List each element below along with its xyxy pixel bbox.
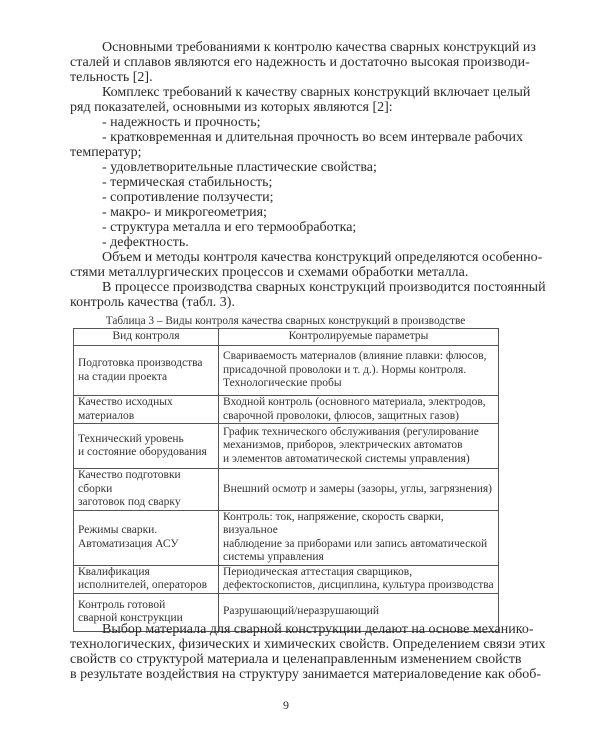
text-line: - сопротивление ползучести; bbox=[102, 190, 274, 205]
cell-line: Качество подготовки сборки bbox=[78, 469, 181, 495]
cell-line: механизмов, приборов, электрических автоматов bbox=[223, 439, 463, 452]
paragraph bbox=[70, 130, 524, 160]
paragraph bbox=[70, 235, 502, 250]
paragraph bbox=[70, 250, 543, 280]
cell-line: сварочной проволоки, флюсов, защитных газов) bbox=[223, 409, 460, 422]
paragraph bbox=[70, 220, 502, 235]
parameters-cell bbox=[219, 424, 499, 469]
text-line: Основными требованиями к контролю качества сварных конструкций из bbox=[102, 40, 536, 55]
text-line: сталей и сплавов являются его надежность и достаточно высокая производи- bbox=[70, 55, 530, 70]
cell-line: Контроль готовой bbox=[78, 598, 166, 611]
parameters-cell bbox=[219, 565, 499, 593]
control-type-cell bbox=[74, 565, 219, 593]
parameters-cell bbox=[219, 469, 499, 511]
text-line: - удовлетворительные пластические свойства; bbox=[102, 160, 377, 175]
cell-line: Подготовка производства bbox=[78, 357, 203, 369]
text-line: - термическая стабильность; bbox=[102, 175, 273, 190]
text-line: контроль качества (табл. 3). bbox=[70, 295, 235, 310]
cell-line: и состояние оборудования bbox=[78, 446, 207, 458]
text-line: Объем и методы контроля качества конструкций определяются особенно- bbox=[102, 250, 543, 265]
cell-line: Автоматизация АСУ bbox=[78, 537, 179, 550]
parameters-cell bbox=[219, 396, 499, 424]
control-type-cell bbox=[74, 510, 219, 565]
paragraph bbox=[70, 190, 502, 205]
table-caption: Таблица 3 – Виды контроля качества сварных конструкций в производстве bbox=[105, 315, 466, 327]
page-number: 9 bbox=[283, 698, 289, 712]
text-line: стями металлургических процессов и схемами обработки металла. bbox=[70, 265, 469, 280]
control-type-cell bbox=[74, 424, 219, 469]
cell-line: График технического обслуживания (регулирование bbox=[223, 425, 479, 438]
table-row bbox=[74, 469, 499, 511]
table-row bbox=[74, 510, 499, 565]
text-line: Выбор материала для сварной конструкции делают на основе механико- bbox=[102, 622, 534, 637]
text-line: - надежность и прочность; bbox=[102, 115, 261, 130]
text-line: - кратковременная и длительная прочность во всем интервале рабочих bbox=[102, 130, 524, 145]
cell-line: Квалификация bbox=[78, 565, 150, 578]
quality-control-table bbox=[73, 328, 499, 632]
text-line: Комплекс требований к качеству сварных конструкций включает целый bbox=[102, 85, 531, 100]
control-type-cell bbox=[74, 469, 219, 511]
text-line: свойств со структурой материала и целенаправленным изменением свойств bbox=[70, 652, 522, 667]
header-parameters: Контролируемые параметры bbox=[219, 329, 499, 346]
cell-line: на стадии проекта bbox=[78, 370, 168, 383]
text-line: - макро- и микрогеометрия; bbox=[102, 205, 267, 220]
paragraph bbox=[70, 85, 531, 115]
body-text-top bbox=[70, 40, 546, 310]
cell-line: материалов bbox=[78, 409, 135, 422]
header-control-type: Вид контроля bbox=[74, 329, 219, 346]
cell-line: дефектоскопистов, дисциплина, культура производства bbox=[223, 579, 494, 591]
text-line: температур; bbox=[70, 145, 142, 160]
cell-line: Внешний осмотр и замеры (зазоры, углы, загрязнения) bbox=[223, 482, 492, 495]
text-line: В процессе производства сварных конструкций производится постоянный bbox=[102, 280, 546, 295]
parameters-cell bbox=[219, 510, 499, 565]
cell-line: и элементов автоматической системы управления) bbox=[223, 452, 470, 465]
cell-line: Разрушающий/неразрушающий bbox=[223, 605, 380, 618]
text-line: в результате воздействия на структуру занимается материаловедение как обоб- bbox=[70, 667, 542, 682]
paragraph bbox=[70, 115, 502, 130]
cell-line: исполнителей, операторов bbox=[78, 579, 208, 591]
paragraph bbox=[70, 622, 546, 682]
cell-line: Качество исходных bbox=[78, 396, 173, 408]
body-text-bottom bbox=[70, 622, 546, 682]
cell-line: Режимы сварки. bbox=[78, 524, 158, 536]
control-type-cell bbox=[74, 346, 219, 396]
text-line: ряд показателей, основными из которых являются [2]: bbox=[70, 100, 393, 115]
control-type-cell bbox=[74, 396, 219, 424]
cell-line: Технический уровень bbox=[78, 432, 184, 445]
cell-line: заготовок под сварку bbox=[78, 496, 181, 508]
text-line: технологических, физических и химических свойств. Определением связи этих bbox=[70, 637, 546, 652]
table-row bbox=[74, 424, 499, 469]
cell-line: сварной конструкции bbox=[78, 612, 183, 624]
cell-line: Контроль: ток, напряжение, скорость сварки, визуальное bbox=[223, 510, 444, 536]
text-line: тельность [2]. bbox=[70, 70, 153, 85]
paragraph bbox=[70, 175, 502, 190]
cell-line: Периодическая аттестация сварщиков, bbox=[223, 565, 413, 578]
text-line: - дефектность. bbox=[102, 235, 189, 250]
paragraph bbox=[70, 205, 502, 220]
paragraph bbox=[70, 40, 536, 85]
cell-line: Входной контроль (основного материала, электродов, bbox=[223, 396, 486, 408]
cell-line: наблюдение за приборами или запись автоматической bbox=[223, 537, 488, 550]
table-header-row bbox=[74, 329, 499, 346]
table-row bbox=[74, 346, 499, 396]
table-row bbox=[74, 396, 499, 424]
cell-line: системы управления bbox=[223, 551, 324, 563]
paragraph bbox=[70, 160, 502, 175]
cell-line: присадочной проволоки и т. д.). Нормы контроля. bbox=[223, 363, 467, 376]
table-row bbox=[74, 565, 499, 593]
cell-line: Технологические пробы bbox=[223, 377, 342, 390]
text-line: - структура металла и его термообработка; bbox=[102, 220, 357, 235]
cell-line: Свариваемость материалов (влияние плавки: флюсов, bbox=[223, 350, 487, 363]
paragraph bbox=[70, 280, 546, 310]
parameters-cell bbox=[219, 346, 499, 396]
